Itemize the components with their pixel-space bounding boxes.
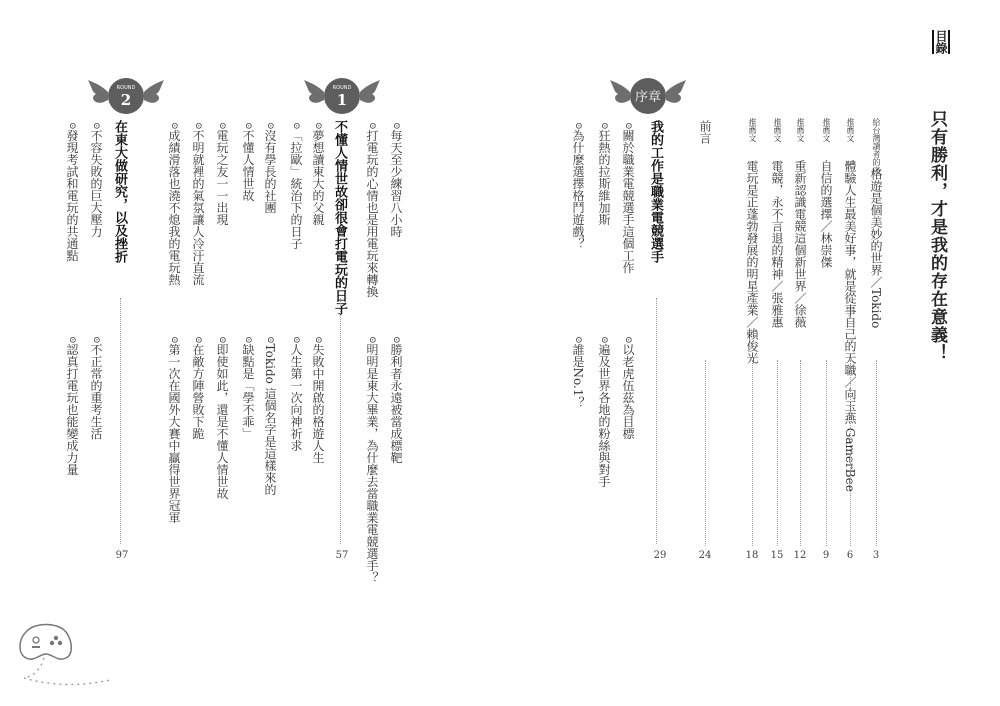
leader-dots	[705, 360, 706, 546]
section-item-label: 每天至少練習八小時	[389, 129, 403, 238]
section-item-label: 關於職業電競選手這個工作	[621, 129, 635, 274]
leader-dots	[120, 298, 121, 544]
section-item-label: 沒有學長的社團	[263, 129, 277, 214]
chapter-title: 我的工作是職業電競選手	[648, 120, 663, 263]
section-item	[572, 122, 584, 250]
bullet-icon: ⊙	[217, 122, 227, 130]
section-item-label: 誰是No.1？	[571, 343, 585, 409]
section-item-label: 即使如此，還是不懂人情世故	[215, 343, 229, 500]
bullet-icon: ⊙	[91, 122, 101, 130]
section-item	[192, 122, 204, 286]
section-item	[216, 336, 228, 500]
section-item-label: 不懂人情世故	[241, 129, 255, 202]
section-item	[366, 336, 378, 584]
section-item	[622, 336, 634, 440]
section-item-label: 認真打電玩也能變成力量	[65, 343, 79, 476]
section-item	[242, 336, 254, 440]
leader-dots	[850, 360, 851, 546]
toc-label: 目錄	[934, 30, 948, 54]
section-item-label: 在敵方陣營敗下跪	[191, 343, 205, 440]
section-item-label: 缺點是「學不乖」	[241, 343, 255, 440]
section-item	[168, 336, 180, 524]
bullet-icon: ⊙	[193, 336, 203, 344]
bullet-icon: ⊙	[169, 336, 179, 344]
bullet-icon: ⊙	[573, 122, 583, 130]
section-item	[264, 122, 276, 214]
section-item-label: 勝利者永遠被當成標靶	[389, 343, 403, 464]
section-item	[312, 336, 324, 464]
book-title: 只有勝利，才是我的存在意義！	[927, 110, 947, 362]
front-item-page: 18	[745, 550, 759, 561]
round-word: ROUND	[332, 85, 352, 91]
bullet-icon: ⊙	[217, 336, 227, 344]
section-item-label: 「拉歐」統治下的日子	[289, 129, 303, 250]
section-item	[168, 122, 180, 286]
bullet-icon: ⊙	[599, 122, 609, 130]
section-item-label: 夢想讀東大的父親	[311, 129, 325, 226]
bullet-icon: ⊙	[243, 336, 253, 344]
bullet-icon: ⊙	[91, 336, 101, 344]
leader-dots	[876, 360, 877, 546]
front-item-tag: 推薦文	[748, 118, 757, 142]
front-item-tag: 推薦文	[822, 118, 831, 142]
front-item-text: 電競，永不言退的精神／張雅惠	[770, 160, 784, 328]
chapter-badge	[302, 74, 382, 118]
section-item-label: 明明是東大畢業，為什麼去當職業電競選手？	[365, 343, 379, 584]
bullet-icon: ⊙	[265, 336, 275, 344]
section-item	[242, 122, 254, 202]
bullet-icon: ⊙	[265, 122, 275, 130]
wing-right-shape	[666, 80, 686, 103]
bullet-icon: ⊙	[313, 336, 323, 344]
section-item-label: 人生第一次向神祈求	[289, 343, 303, 452]
front-item-text: 電玩是正蓬勃發展的明星產業／賴俊光	[745, 160, 759, 364]
section-item-label: 以老虎伍茲為目標	[621, 343, 635, 440]
game-controller-icon	[14, 618, 124, 698]
section-item	[192, 336, 204, 440]
front-item-text: 重新認識電競這個新世界／徐薇	[793, 160, 807, 328]
section-item-label: 不正常的重考生活	[89, 343, 103, 440]
bullet-icon: ⊙	[193, 122, 203, 130]
round-number: 2	[120, 91, 132, 109]
leader-dots	[826, 360, 827, 546]
wing-right-shape	[144, 80, 164, 103]
leader-dots	[752, 360, 753, 546]
section-item	[66, 336, 78, 476]
section-item	[90, 122, 102, 238]
bullet-icon: ⊙	[243, 122, 253, 130]
chapter-title: 在東大做研究，以及挫折	[112, 120, 127, 263]
round-word: ROUND	[116, 85, 136, 91]
front-item-text: 體驗人生最美好事，就是從事自己的天職／向玉燕 GamerBee	[843, 160, 857, 492]
chapter-title: 不懂人情世故卻很會打電玩的日子	[332, 120, 347, 315]
section-item	[572, 336, 584, 409]
section-item-label: 發現考試和電玩的共通點	[65, 129, 79, 262]
section-item-label: 電玩之友一一出現	[215, 129, 229, 226]
section-item	[312, 122, 324, 226]
section-item	[90, 336, 102, 440]
bullet-icon: ⊙	[391, 336, 401, 344]
bullet-icon: ⊙	[391, 122, 401, 130]
section-item-label: 遍及世界各地的粉絲與對手	[597, 343, 611, 488]
bullet-icon: ⊙	[291, 122, 301, 130]
chapter-badge	[608, 74, 688, 118]
badge-label: 序章	[634, 90, 662, 105]
front-item-tag: 推薦文	[773, 118, 782, 142]
leader-dots	[800, 360, 801, 546]
bullet-icon: ⊙	[313, 122, 323, 130]
front-item-text: 前言	[698, 120, 712, 144]
bullet-icon: ⊙	[67, 122, 77, 130]
section-item	[598, 336, 610, 488]
bullet-icon: ⊙	[573, 336, 583, 344]
round-number: 1	[336, 91, 348, 109]
chapter-page: 57	[335, 550, 349, 561]
front-item-page: 12	[793, 550, 807, 561]
front-item-tag: 推薦文	[796, 118, 805, 142]
section-item-label: 不明就裡的氣氛讓人冷汗直流	[191, 129, 205, 286]
bullet-icon: ⊙	[169, 122, 179, 130]
chapter-page: 29	[653, 550, 667, 561]
section-item-label: 打電玩的心情也是用電玩來轉換	[365, 129, 379, 298]
section-item-label: Tokido 這個名字是這樣來的	[263, 343, 277, 496]
bullet-icon: ⊙	[367, 336, 377, 344]
section-item-label: 為什麼選擇格鬥遊戲？	[571, 129, 585, 250]
chapter-page: 97	[115, 550, 129, 561]
wing-right-shape	[360, 80, 380, 103]
section-item	[366, 122, 378, 298]
section-item	[598, 122, 610, 226]
wing-left-shape	[304, 80, 324, 103]
front-item-page: 24	[698, 550, 712, 561]
section-item	[264, 336, 276, 496]
wing-left-shape	[88, 80, 108, 103]
section-item	[622, 122, 634, 274]
section-item	[290, 122, 302, 250]
bullet-icon: ⊙	[623, 336, 633, 344]
section-item-label: 成績滑落也澆不熄我的電玩熱	[167, 129, 181, 286]
front-item-tag: 推薦文	[846, 118, 855, 142]
section-item-label: 第一次在國外大賽中贏得世界冠軍	[167, 343, 181, 524]
bullet-icon: ⊙	[67, 336, 77, 344]
bullet-icon: ⊙	[367, 122, 377, 130]
front-item-page: 9	[822, 550, 830, 561]
section-item	[66, 122, 78, 262]
front-item-page: 6	[846, 550, 854, 561]
leader-dots	[656, 298, 657, 544]
section-item-label: 不容失敗的巨大壓力	[89, 129, 103, 238]
bullet-icon: ⊙	[599, 336, 609, 344]
chapter-badge	[86, 74, 166, 118]
wing-left-shape	[610, 80, 630, 103]
leader-dots	[777, 360, 778, 546]
front-item-tag: 給台灣讀者的序	[872, 118, 881, 174]
front-item-page: 3	[872, 550, 880, 561]
bullet-icon: ⊙	[291, 336, 301, 344]
leader-dots	[340, 298, 341, 544]
section-item-label: 失敗中開啟的格遊人生	[311, 343, 325, 464]
section-item	[390, 336, 402, 464]
section-item	[216, 122, 228, 226]
section-item	[390, 122, 402, 238]
front-item-text: 格遊是個美妙的世界／Tokido	[869, 168, 883, 329]
section-item	[290, 336, 302, 452]
front-item-text: 自信的選擇／林崇傑	[819, 160, 833, 268]
bullet-icon: ⊙	[623, 122, 633, 130]
section-item-label: 狂熱的拉斯維加斯	[597, 129, 611, 226]
front-item-page: 15	[770, 550, 784, 561]
